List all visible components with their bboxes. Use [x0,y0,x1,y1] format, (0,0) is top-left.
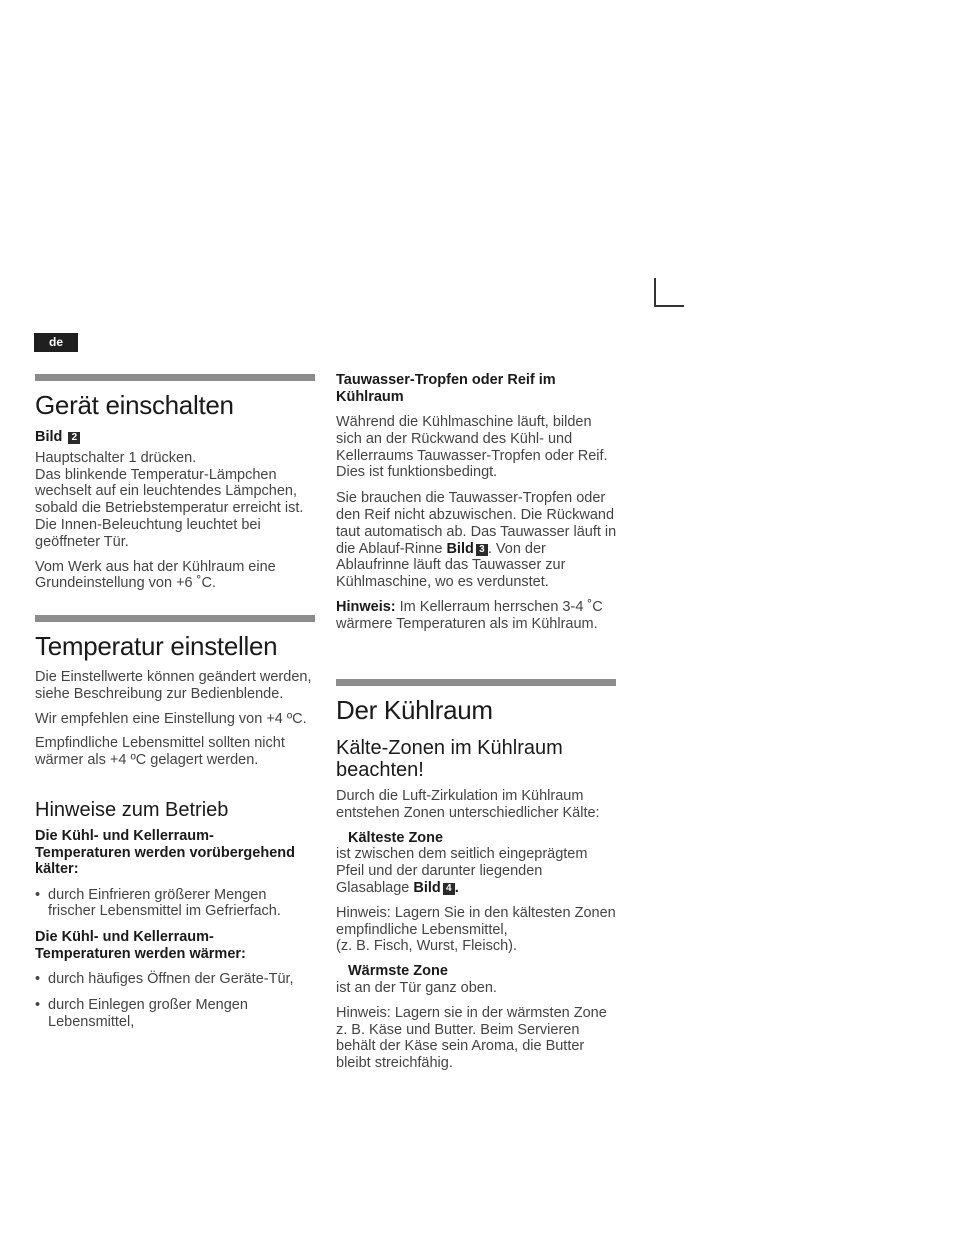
section-rule [35,374,315,381]
paragraph: Während die Kühlmaschine läuft, bilden sich an der Rückwand des Kühl- und Kellerraums Tauwasser-Tropfen oder Reif. Dies ist funktionsbedingt. [336,414,608,481]
section-hinweise-betrieb [35,799,315,1030]
section-title: Temperatur einstellen [35,631,278,661]
paragraph: Vom Werk aus hat der Kühlraum eine Grundeinstellung von +6 ˚C. [35,558,276,592]
figure-number-badge: 2 [68,432,80,444]
section-title: Der Kühlraum [336,695,493,725]
subsection-title: Kälte-Zonen im Kühlraum beachten! [336,737,563,781]
paragraph: ist zwischen dem seitlich eingeprägtem Pfeil und der darunter liegenden Glasablage Bild 4 . [336,846,588,896]
list-item: • durch Einfrieren größerer Mengen frischer Lebensmittel im Gefrierfach. [35,887,315,921]
subheading: Tauwasser-Tropfen oder Reif im Kühlraum [336,372,556,405]
subsection-title: Hinweise zum Betrieb [35,799,229,821]
paragraph: ist an der Tür ganz oben. [336,979,497,996]
language-tag: de [34,333,78,352]
crop-mark-horizontal [654,305,684,307]
zone-title: Wärmste Zone [348,963,448,980]
crop-mark-vertical [654,278,656,306]
section-tauwasser [336,372,620,633]
list-item: • durch häufiges Öffnen der Geräte-Tür, [35,971,315,988]
paragraph: Sie brauchen die Tauwasser-Tropfen oder den Reif nicht abzuwischen. Die Rückwand taut automatisch ab. Das Tauwasser läuft in die Ablauf-Rinne Bild 3 . Von der Ablaufrinne läuft das Tauwasser zur Kühlmaschine, wo es verdunstet. [336,490,617,591]
section-der-kuehlraum [336,679,616,1072]
zone-title: Kälteste Zone [348,829,444,846]
figure-reference: Bild 2 [35,429,315,446]
figure-number-badge: 3 [476,544,488,556]
section-title: Gerät einschalten [35,390,234,420]
hint-paragraph: Hinweis: Lagern sie in der wärmsten Zone z. B. Käse und Butter. Beim Servieren behält der Käse sein Aroma, die Butter bleibt streichfähig. [336,1004,607,1072]
section-rule [35,615,315,622]
hint-paragraph: Hinweis: Im Kellerraum herrschen 3-4 ˚C wärmere Temperaturen als im Kühlraum. [336,598,603,632]
section-rule [336,679,616,686]
paragraph: Hauptschalter 1 drücken. Das blinkende Temperatur-Lämpchen wechselt auf ein leuchtendes Lämpchen, sobald die Betriebstemperatur erreicht ist. Die Innen-Beleuchtung leuchtet bei geöffneter Tür. [35,449,304,550]
paragraph: Die Einstellwerte können geändert werden, siehe Beschreibung zur Bedienblende. [35,669,312,702]
bullet-list [35,971,315,1030]
paragraph: Empfindliche Lebensmittel sollten nicht wärmer als +4 ºC gelagert werden. [35,735,285,769]
paragraph: Wir empfehlen eine Einstellung von +4 ºC. [35,710,307,727]
list-item: • durch Einlegen großer Mengen Lebensmittel, [35,997,315,1031]
subheading: Die Kühl- und Kellerraum- Temperaturen werden wärmer: [35,929,246,962]
section-temperatur-einstellen [35,615,315,769]
paragraph: Durch die Luft-Zirkulation im Kühlraum entstehen Zonen unterschiedlicher Kälte: [336,788,600,821]
bullet-list [35,887,315,921]
hint-paragraph: Hinweis: Lagern Sie in den kältesten Zonen empfindliche Lebensmittel, (z. B. Fisch, Wurst, Fleisch). [336,904,616,955]
subheading: Die Kühl- und Kellerraum- Temperaturen werden vorübergehend kälter: [35,828,295,877]
section-geraet-einschalten [35,374,315,592]
figure-number-badge: 4 [443,883,455,895]
